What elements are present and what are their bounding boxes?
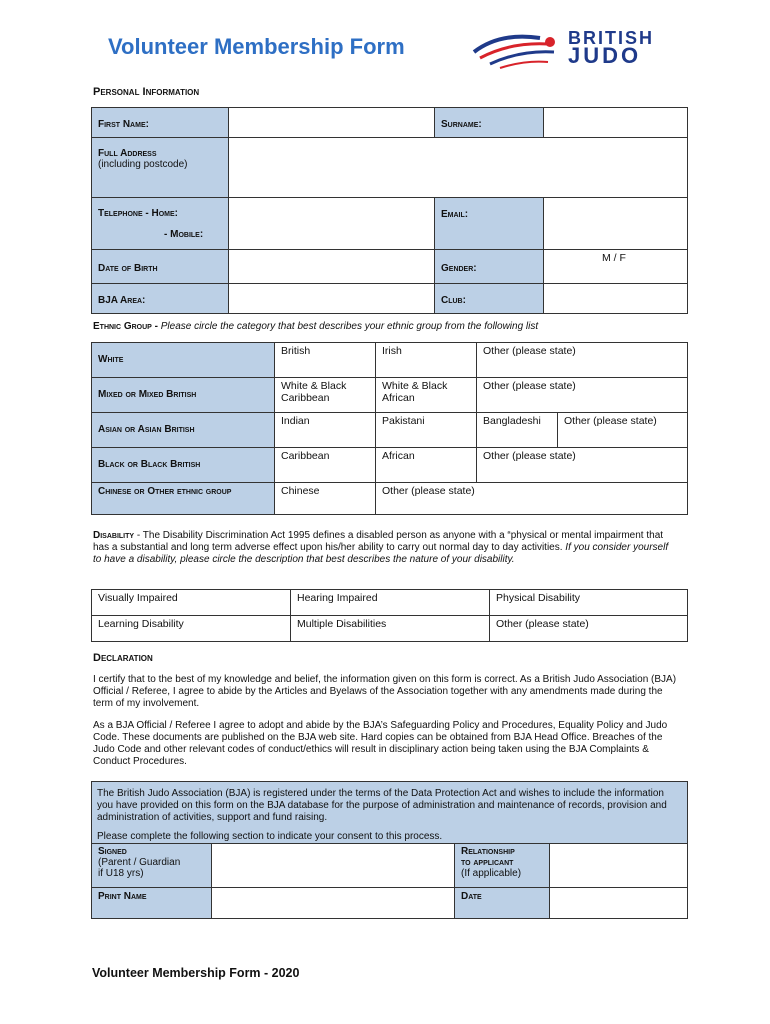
disability-option[interactable]: Physical Disability (490, 590, 688, 616)
declaration-paragraph-1: I certify that to the best of my knowledge and belief, the information given on this form is correct. As a British Judo Association (BJA) Official / Referee, I agree to abide by the Articles and Byelaws of the Association together with any amendments made during the term of my involvement. (93, 674, 677, 709)
logo-wordmark: BRITISH JUDO (568, 28, 654, 68)
judo-figure-icon (470, 28, 565, 72)
ethnic-option[interactable]: White & Black African (376, 378, 477, 413)
ethnic-group-chinese: Chinese or Other ethnic group (92, 483, 275, 515)
date-label: Date (455, 888, 550, 919)
ethnic-group-black: Black or Black British (92, 448, 275, 483)
address-label: Full Address (including postcode) (92, 138, 229, 198)
ethnic-option[interactable]: Other (please state) (558, 413, 688, 448)
surname-label: Surname: (435, 108, 544, 138)
ethnic-option[interactable]: British (275, 343, 376, 378)
ethnic-group-asian: Asian or Asian British (92, 413, 275, 448)
dob-field[interactable] (229, 250, 435, 284)
form-title: Volunteer Membership Form (108, 34, 405, 59)
ethnic-heading: Ethnic Group - Please circle the category that best describes your ethnic group from the following list (93, 321, 539, 332)
data-protection-text: The British Judo Association (BJA) is registered under the terms of the Data Protection Act and wishes to include the information you have provided on this form on the BJA database for the purpose of administration and maintenance of records, provision and administration of activities, support and fund raising. (97, 788, 667, 823)
club-field[interactable] (544, 284, 688, 314)
print-name-label: Print Name (92, 888, 212, 919)
consent-instruction: Please complete the following section to indicate your consent to this process. (97, 831, 443, 842)
telephone-label: Telephone - Home: - Mobile: (92, 198, 229, 250)
telephone-field[interactable] (229, 198, 435, 250)
dob-label: Date of Birth (92, 250, 229, 284)
ethnic-option[interactable]: Other (please state) (376, 483, 688, 515)
declaration-heading: Declaration (93, 652, 153, 664)
relationship-field[interactable] (550, 844, 688, 888)
ethnic-option[interactable]: Indian (275, 413, 376, 448)
personal-info-heading: Personal Information (93, 86, 200, 98)
ethnic-option[interactable]: African (376, 448, 477, 483)
bja-area-field[interactable] (229, 284, 435, 314)
bja-area-label: BJA Area: (92, 284, 229, 314)
ethnic-table (91, 342, 688, 515)
signature-field[interactable] (212, 844, 455, 888)
ethnic-group-mixed: Mixed or Mixed British (92, 378, 275, 413)
print-name-field[interactable] (212, 888, 455, 919)
ethnic-option[interactable]: Other (please state) (477, 378, 688, 413)
relationship-label: Relationship to applicant (If applicable) (455, 844, 550, 888)
address-field[interactable] (229, 138, 688, 198)
ethnic-option[interactable]: Pakistani (376, 413, 477, 448)
ethnic-option[interactable]: Other (please state) (477, 343, 688, 378)
email-label: Email: (435, 198, 544, 250)
ethnic-option[interactable]: Caribbean (275, 448, 376, 483)
gender-label: Gender: (435, 250, 544, 284)
footer-text: Volunteer Membership Form - 2020 (92, 966, 300, 980)
ethnic-option[interactable]: Bangladeshi (477, 413, 558, 448)
declaration-paragraph-2: As a BJA Official / Referee I agree to adopt and abide by the BJA’s Safeguarding Policy and Procedures, Equality Policy and Judo Code. These documents are published on the BJA web site. Hard copies can be obtained from BJA Head Office. Breaches of the Judo Code and other relevant codes of conduct/ethics will result in disciplinary action being taken using the BJA Complaints & Conduct Procedures. (93, 720, 668, 767)
date-field[interactable] (550, 888, 688, 919)
personal-info-table (91, 107, 688, 314)
surname-field[interactable] (544, 108, 688, 138)
email-field[interactable] (544, 198, 688, 250)
disability-text: Disability - The Disability Discrimination Act 1995 defines a disabled person as anyone with a “physical or mental impairment that has a substantial and long term adverse effect upon his/her ability to carry out normal day to day activities. If you consider yourself to have a disability, please circle the description that best describes the nature of your disability. (93, 530, 669, 565)
disability-option[interactable]: Other (please state) (490, 616, 688, 642)
disability-option[interactable]: Hearing Impaired (291, 590, 490, 616)
signed-label: Signed (Parent / Guardian if U18 yrs) (92, 844, 212, 888)
gender-field[interactable]: M / F (544, 250, 688, 284)
ethnic-option[interactable]: Chinese (275, 483, 376, 515)
first-name-label: First Name: (92, 108, 229, 138)
first-name-field[interactable] (229, 108, 435, 138)
disability-option[interactable]: Multiple Disabilities (291, 616, 490, 642)
ethnic-option[interactable]: Irish (376, 343, 477, 378)
signature-table (91, 843, 688, 919)
british-judo-logo (470, 28, 685, 72)
disability-option[interactable]: Learning Disability (92, 616, 291, 642)
ethnic-option[interactable]: Other (please state) (477, 448, 688, 483)
ethnic-option[interactable]: White & Black Caribbean (275, 378, 376, 413)
disability-table (91, 589, 688, 642)
club-label: Club: (435, 284, 544, 314)
disability-option[interactable]: Visually Impaired (92, 590, 291, 616)
ethnic-group-white: White (92, 343, 275, 378)
